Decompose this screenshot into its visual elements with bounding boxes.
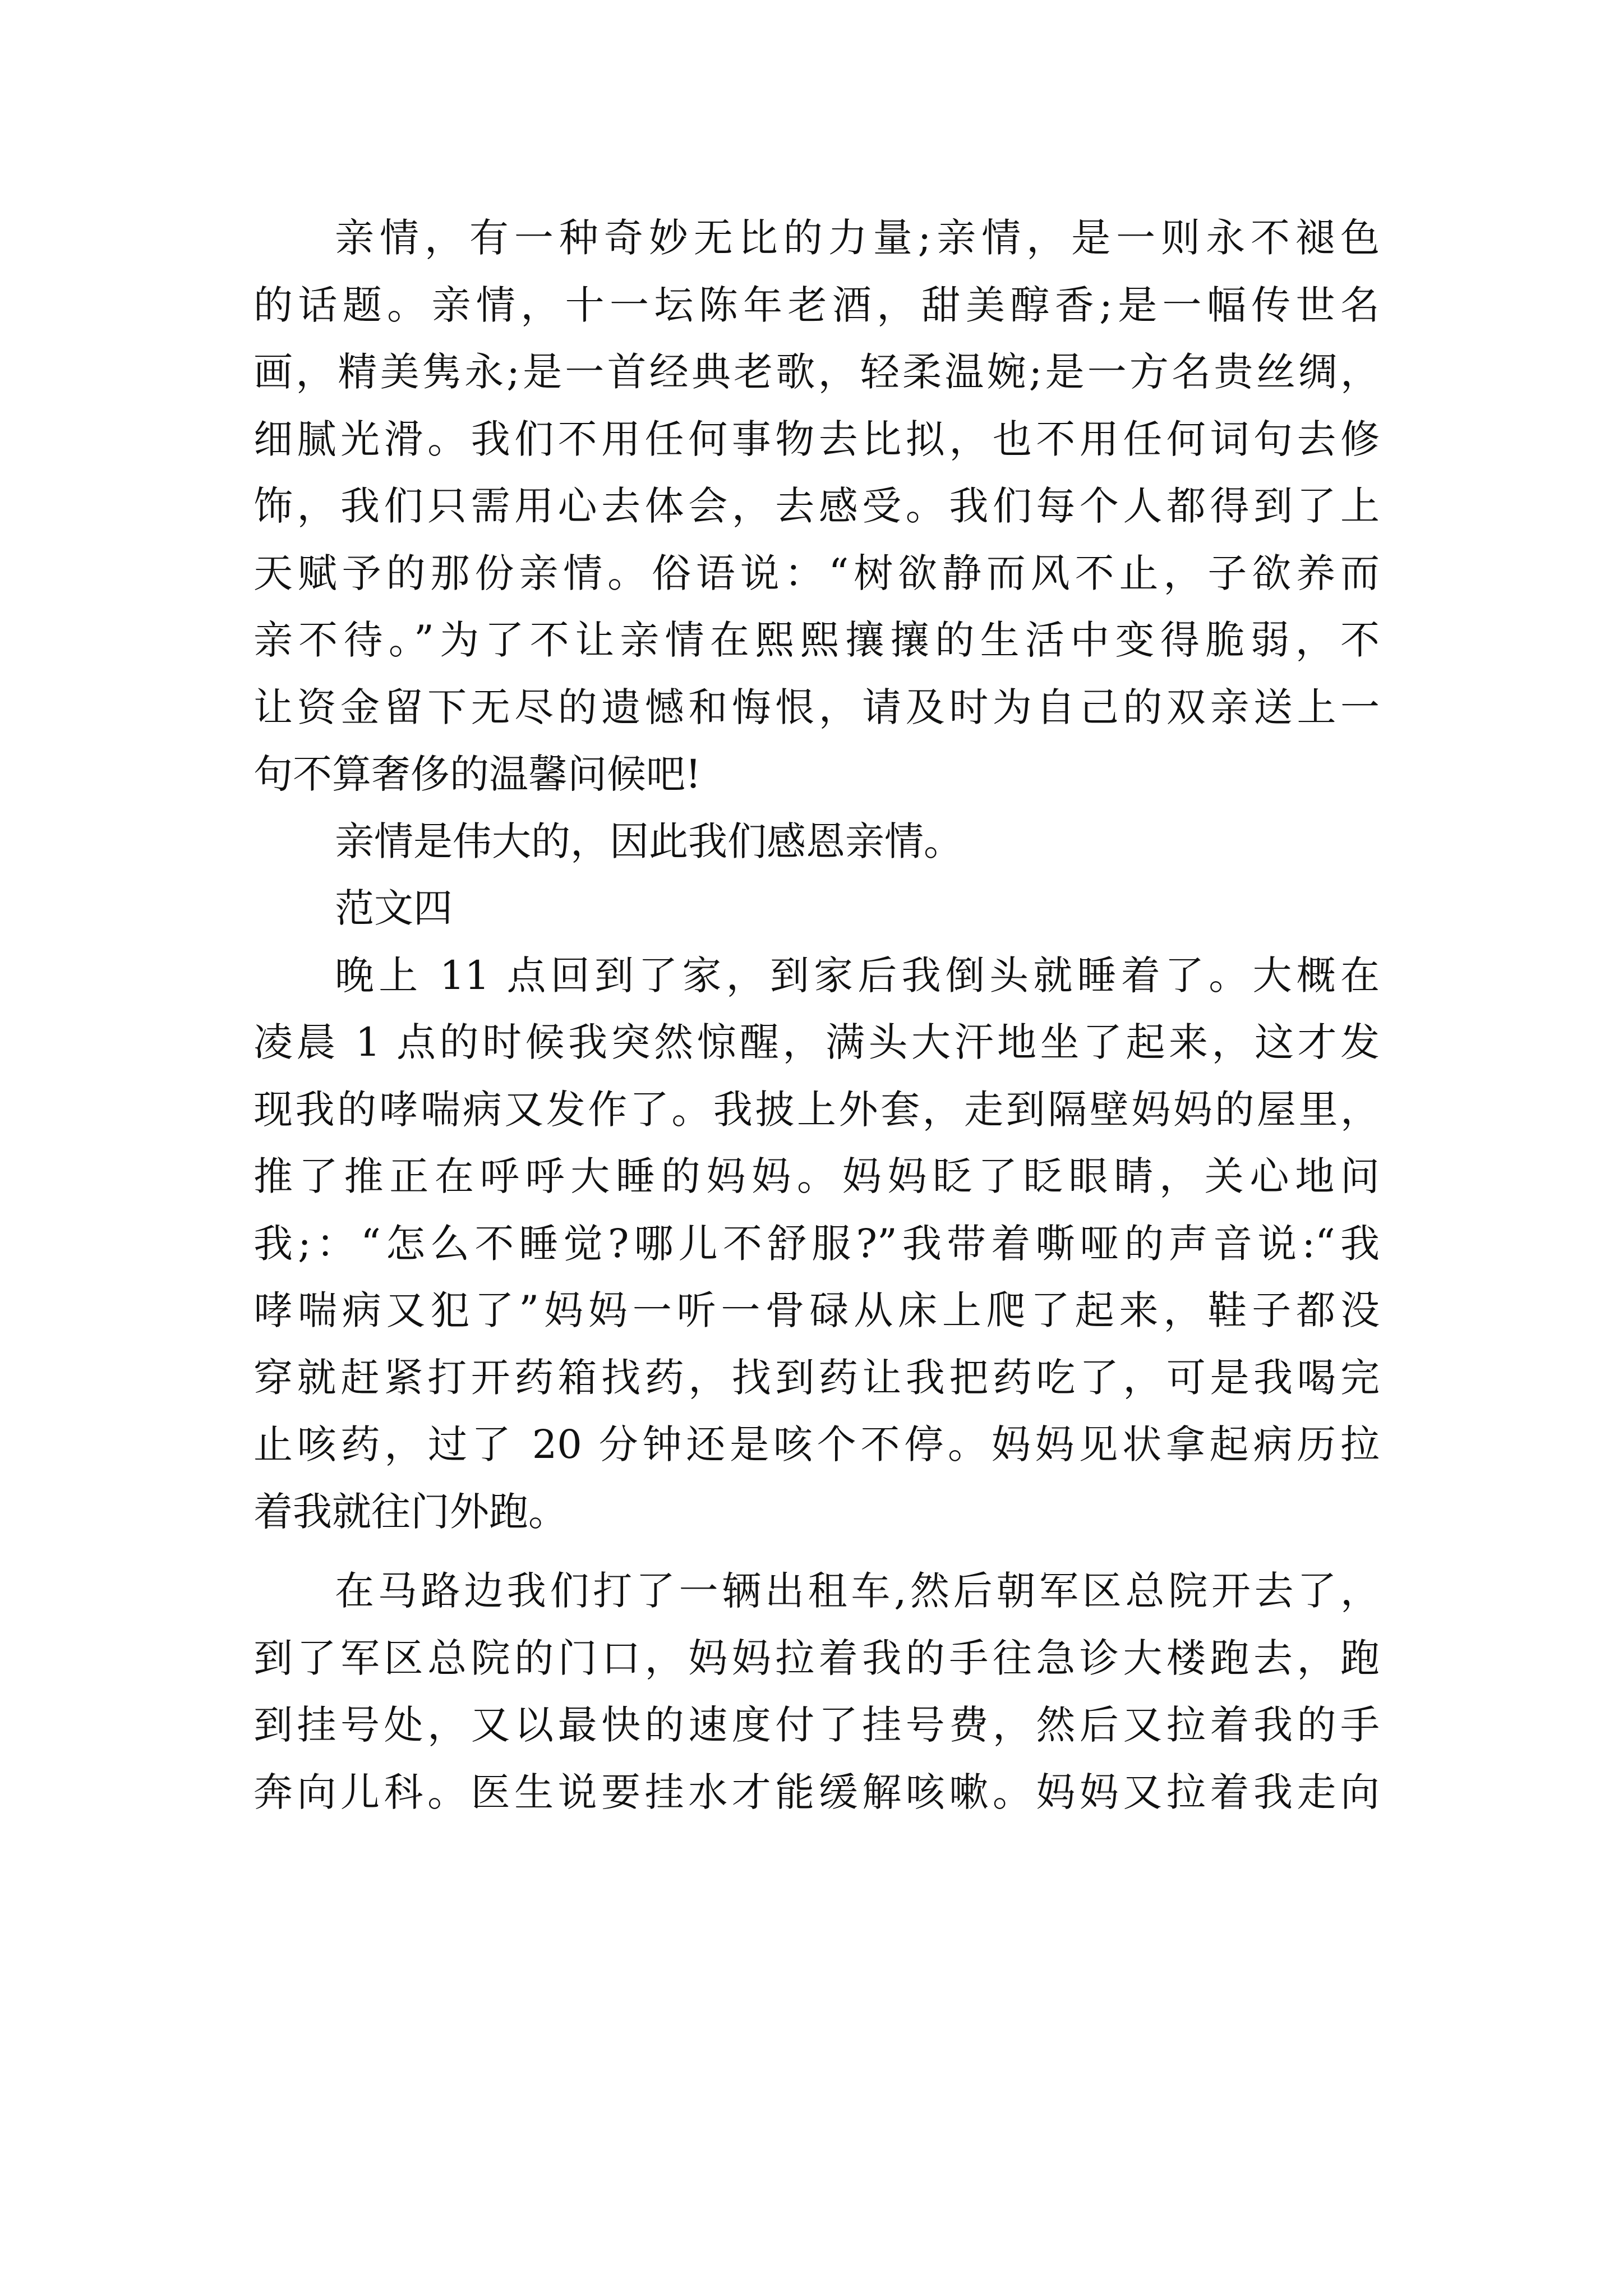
text-line: 晚上 11 点回到了家，到家后我倒头就睡着了。大概在 <box>335 952 1380 999</box>
text-line: 现我的哮喘病又发作了。我披上外套，走到隔壁妈妈的屋里， <box>253 1086 1380 1133</box>
text-line: 哮喘病又犯了”妈妈一听一骨碌从床上爬了起来，鞋子都没 <box>253 1287 1380 1333</box>
text-line: 让资金留下无尽的遗憾和悔恨，请及时为自己的双亲送上一 <box>253 684 1380 730</box>
section-heading <box>253 875 1380 942</box>
text-line: 推了推正在呼呼大睡的妈妈。妈妈眨了眨眼睛，关心地问 <box>253 1153 1380 1199</box>
text-line: 亲不待。”为了不让亲情在熙熙攘攘的生活中变得脆弱，不 <box>253 617 1380 663</box>
text-line: 着我就往门外跑。 <box>253 1488 568 1535</box>
text-line: 的话题。亲情，十一坛陈年老酒，甜美醇香;是一幅传世名 <box>253 282 1380 328</box>
heading-text: 范文四 <box>335 885 453 931</box>
document-body <box>253 205 1380 1826</box>
text-line: 我;：“怎么不睡觉?哪儿不舒服?”我带着嘶哑的声音说:“我 <box>253 1220 1380 1267</box>
text-line: 饰，我们只需用心去体会，去感受。我们每个人都得到了上 <box>253 483 1380 529</box>
text-line: 到了军区总院的门口，妈妈拉着我的手往急诊大楼跑去，跑 <box>253 1635 1380 1681</box>
text-line: 亲情是伟大的，因此我们感恩亲情。 <box>335 818 963 864</box>
text-line: 画，精美隽永;是一首经典老歌，轻柔温婉;是一方名贵丝绸， <box>253 349 1380 395</box>
text-line: 奔向儿科。医生说要挂水才能缓解咳嗽。妈妈又拉着我走向 <box>253 1769 1380 1815</box>
paragraph-spacer <box>253 1545 1380 1558</box>
paragraph <box>253 1558 1380 1826</box>
text-line: 亲情，有一种奇妙无比的力量;亲情，是一则永不褪色 <box>335 215 1380 261</box>
text-line: 在马路边我们打了一辆出租车,然后朝军区总院开去了， <box>335 1568 1380 1614</box>
text-line: 细腻光滑。我们不用任何事物去比拟，也不用任何词句去修 <box>253 416 1380 462</box>
text-line: 到挂号处，又以最快的速度付了挂号费，然后又拉着我的手 <box>253 1702 1380 1748</box>
text-line: 穿就赶紧打开药箱找药，找到药让我把药吃了，可是我喝完 <box>253 1354 1380 1401</box>
text-line: 天赋予的那份亲情。俗语说：“树欲静而风不止，子欲养而 <box>253 550 1380 596</box>
paragraph <box>253 205 1380 808</box>
text-line: 句不算奢侈的温馨问候吧! <box>253 751 702 797</box>
text-line: 凌晨 1 点的时候我突然惊醒，满头大汗地坐了起来，这才发 <box>253 1019 1380 1065</box>
text-line: 止咳药，过了 20 分钟还是咳个不停。妈妈见状拿起病历拉 <box>253 1421 1380 1467</box>
paragraph <box>253 808 1380 876</box>
paragraph <box>253 942 1380 1546</box>
